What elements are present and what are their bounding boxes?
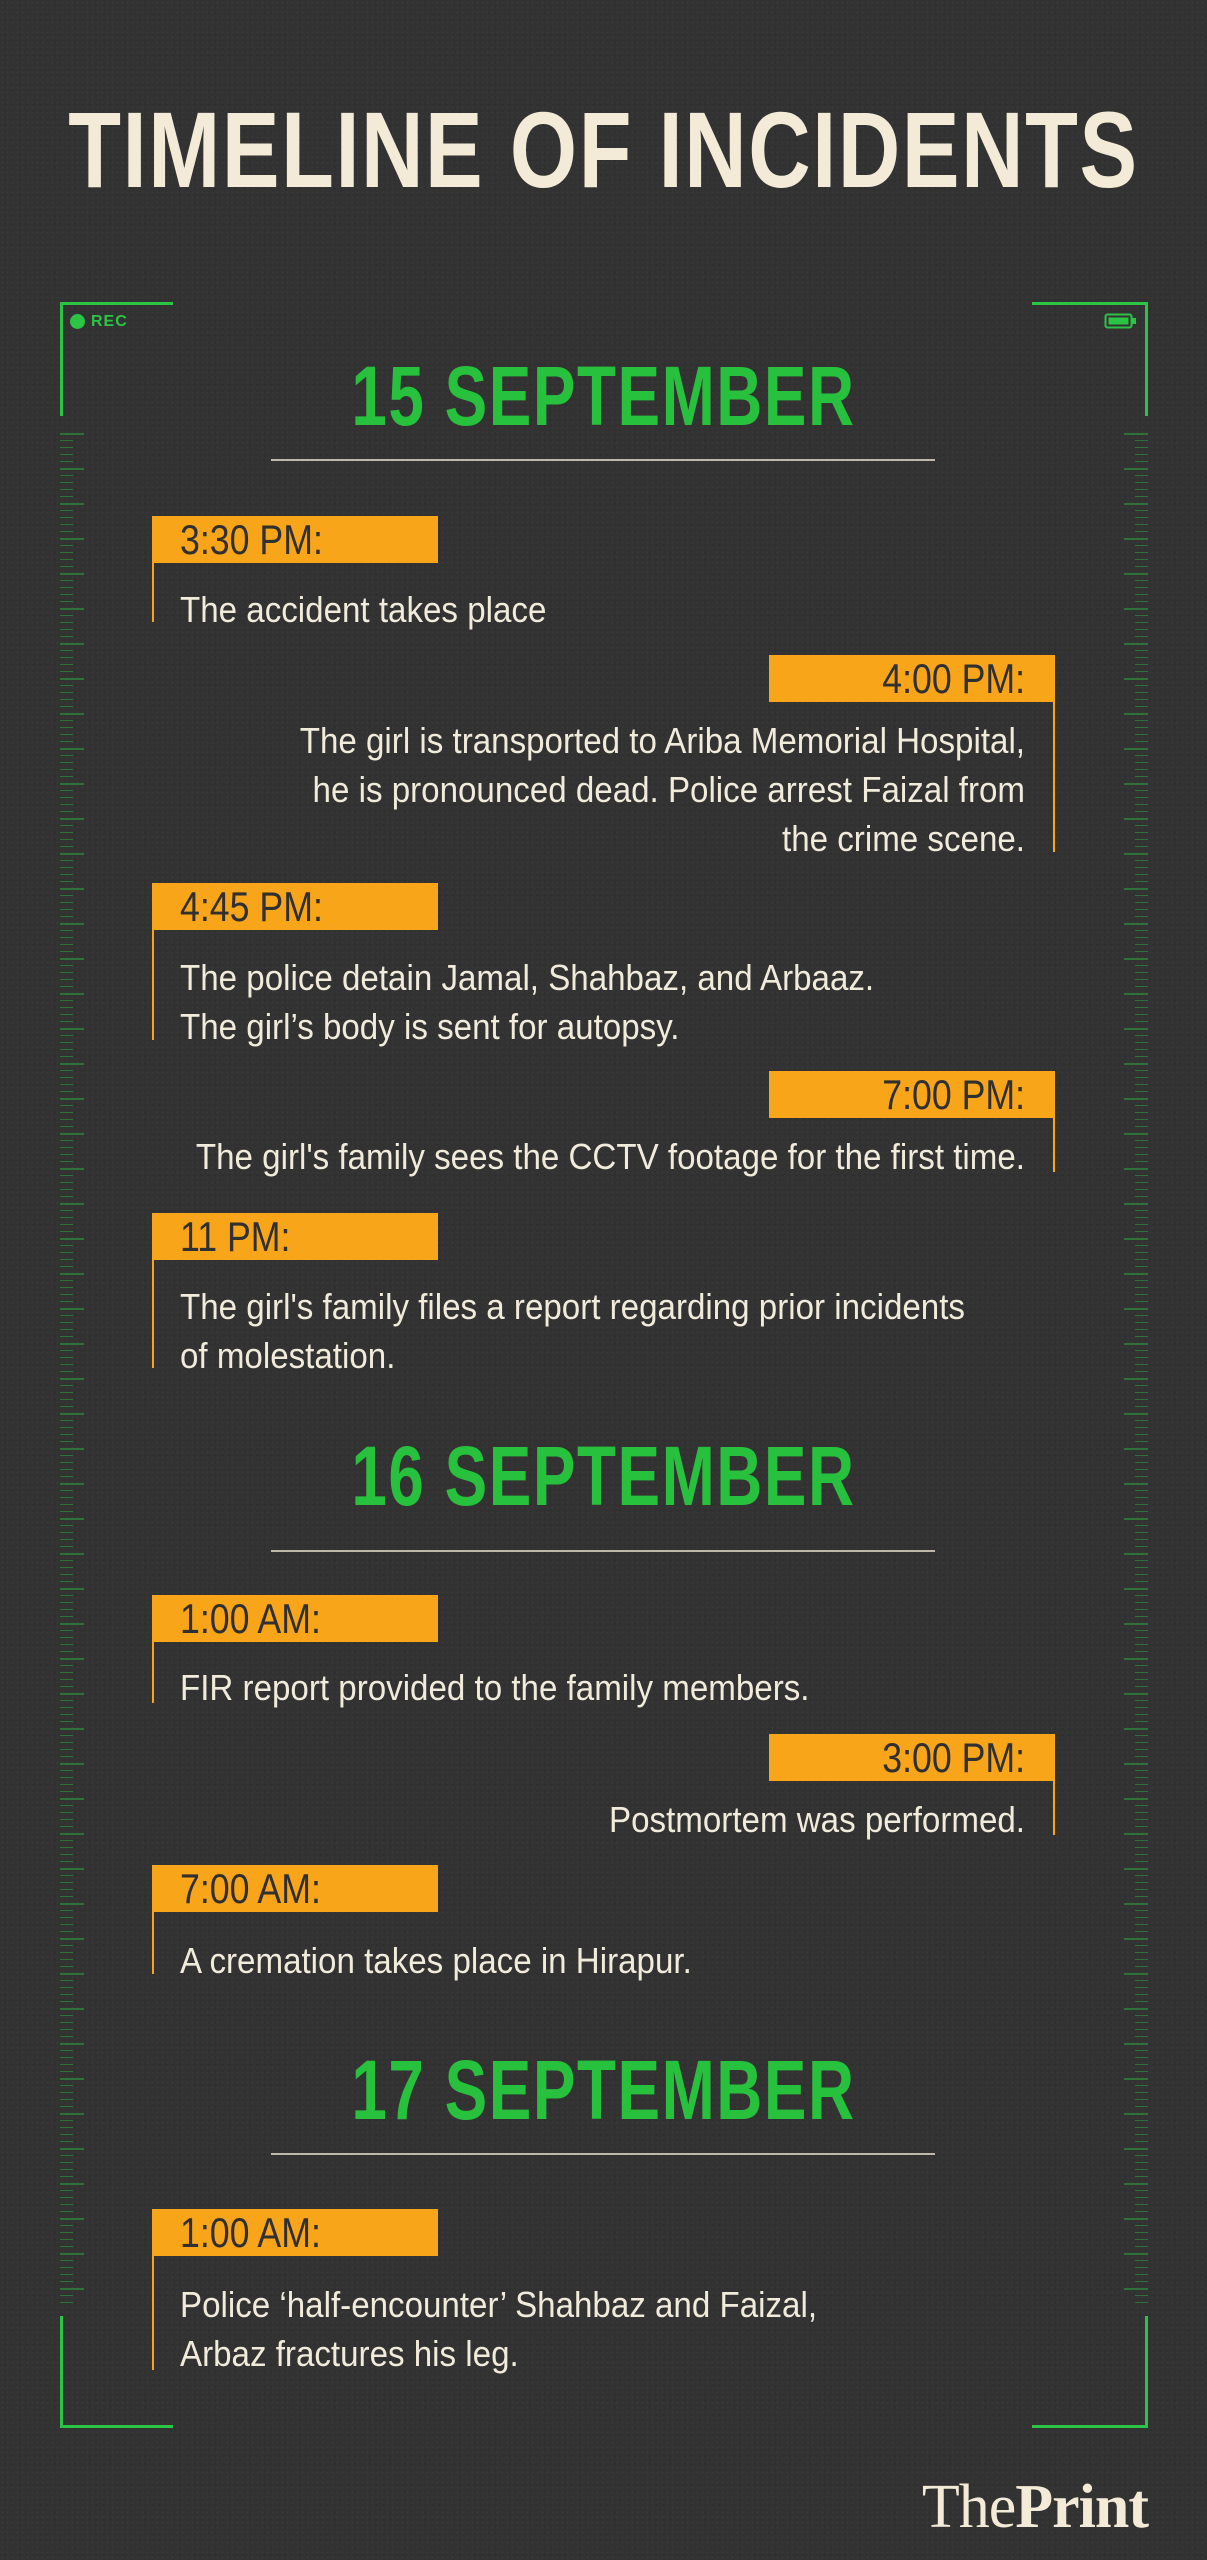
logo-print-text: Print (1015, 2473, 1148, 2541)
timeline-entry (152, 1595, 810, 1708)
time-label-text: 1:00 AM: (180, 1595, 321, 1642)
time-label (152, 516, 438, 563)
timeline-entry (195, 1071, 1055, 1177)
time-label-text: 7:00 AM: (180, 1865, 321, 1912)
entry-description: The accident takes place (180, 589, 547, 630)
timeline-entry (609, 1734, 1055, 1840)
page-title: TIMELINE OF INCIDENTS (68, 89, 1139, 210)
date-divider (271, 459, 935, 461)
time-label-text: 4:45 PM: (180, 883, 323, 930)
connector-line (152, 1260, 154, 1368)
time-label-text: 1:00 AM: (180, 2209, 321, 2256)
timeline-entry (152, 1213, 965, 1376)
timeline-entry (152, 516, 547, 630)
entry-description: Postmortem was performed. (609, 1799, 1025, 1840)
time-label-text: 4:00 PM: (882, 655, 1025, 702)
connector-line (152, 1642, 154, 1703)
connector-line (152, 2256, 154, 2370)
time-label-text: 11 PM: (180, 1213, 291, 1260)
logo-the-text: The (921, 2473, 1016, 2541)
time-label-text: 3:00 PM: (882, 1734, 1025, 1781)
connector-line (1053, 1118, 1055, 1172)
ruler-ticks-left (60, 433, 84, 2303)
date-divider (271, 1550, 935, 1552)
date-heading: 17 SEPTEMBER (351, 2043, 856, 2137)
frame-corner-bottom-left (60, 2316, 173, 2428)
entry-description: Police ‘half-encounter’ Shahbaz and Faizal, Arbaz fractures his leg. (180, 2284, 818, 2374)
entry-description: The girl's family files a report regarding prior incidents of molestation. (180, 1286, 965, 1376)
timeline-entry (152, 2209, 818, 2374)
timeline-entry (152, 883, 875, 1047)
timeline-entry (299, 655, 1055, 859)
time-label (152, 1595, 438, 1642)
time-label (152, 2209, 438, 2256)
connector-line (152, 1912, 154, 1974)
connector-line (1053, 1781, 1055, 1835)
battery-icon (1104, 312, 1138, 330)
timeline-entry (152, 1865, 692, 1981)
ruler-ticks-right (1124, 433, 1148, 2303)
time-label (769, 655, 1055, 702)
connector-line (1053, 702, 1055, 852)
entry-description: The girl is transported to Ariba Memorial Hospital, he is pronounced dead. Police arrest Faizal from the crime scene. (299, 720, 1025, 859)
time-label (152, 1865, 438, 1912)
date-heading: 15 SEPTEMBER (351, 349, 856, 443)
time-label (769, 1734, 1055, 1781)
date-divider (271, 2153, 935, 2155)
entry-description: FIR report provided to the family members. (180, 1667, 810, 1708)
entry-description: A cremation takes place in Hirapur. (180, 1940, 692, 1981)
time-label (769, 1071, 1055, 1118)
rec-label: REC (91, 313, 128, 330)
connector-line (152, 930, 154, 1040)
time-label (152, 883, 438, 930)
entry-description: The police detain Jamal, Shahbaz, and Arbaaz. The girl’s body is sent for autopsy. (180, 957, 875, 1047)
date-heading: 16 SEPTEMBER (351, 1429, 856, 1523)
theprint-logo (922, 2472, 1148, 2542)
time-label-text: 7:00 PM: (882, 1071, 1025, 1118)
frame-corner-bottom-right (1032, 2316, 1148, 2428)
rec-dot-icon (70, 314, 85, 329)
time-label-text: 3:30 PM: (180, 516, 323, 563)
time-label (152, 1213, 438, 1260)
entry-description: The girl's family sees the CCTV footage for the first time. (195, 1136, 1025, 1177)
connector-line (152, 563, 154, 622)
